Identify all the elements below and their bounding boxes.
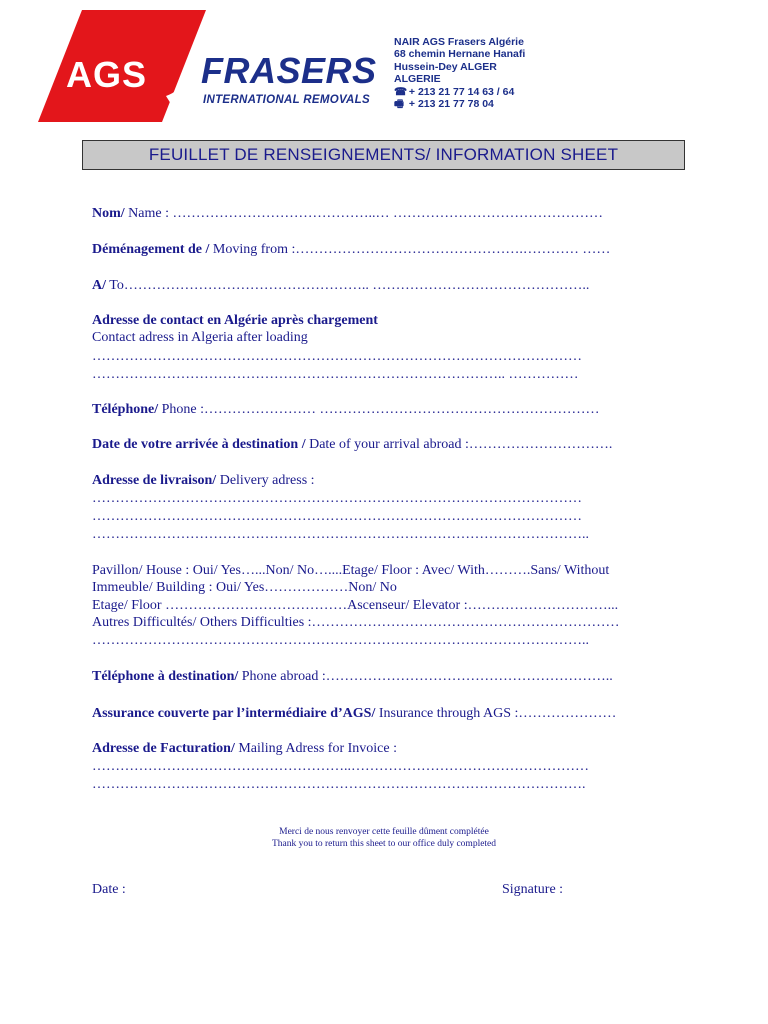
- company-logo: [38, 10, 390, 122]
- address-street: 68 chemin Hernane Hanafi: [394, 48, 526, 61]
- address-company: NAIR AGS Frasers Algérie: [394, 36, 524, 48]
- logo-ags-text: AGS: [66, 54, 148, 95]
- page-title: FEUILLET DE RENSEIGNEMENTS/ INFORMATION SHEET: [148, 145, 619, 164]
- field-arrival-date-label-en: Date of your arrival abroad :………………………….: [305, 437, 613, 452]
- logo-frasers-text: FRASERS: [201, 50, 377, 91]
- field-contact-address-subheading: Contact adress in Algeria after loading: [92, 330, 308, 345]
- logo-subtitle: INTERNATIONAL REMOVALS: [203, 94, 370, 106]
- field-phone-abroad-label-en: Phone abroad :……………………………………………………..: [238, 669, 613, 684]
- field-phone-label-en: Phone :…………………… ……………………………………………………: [158, 402, 600, 417]
- field-difficulties[interactable]: Autres Difficultés/ Others Difficulties :…………………………………………………………: [92, 615, 620, 630]
- field-difficulties-line[interactable]: ……………………………………………………………………………………………..: [92, 633, 589, 648]
- field-contact-address-line-2[interactable]: …………………………………………………………………………….. ……………: [92, 367, 579, 382]
- field-contact-address-line-1[interactable]: ……………………………………………………………………………………………: [92, 349, 582, 364]
- notice-fr: Merci de nous renvoyer cette feuille dûment complétée: [279, 827, 489, 837]
- signature-label[interactable]: Signature :: [502, 882, 564, 897]
- field-moving-from-label-fr: Déménagement de /: [92, 242, 210, 257]
- field-to-label-en: To…………………………………………….. ………………………………………..: [106, 278, 590, 293]
- field-building[interactable]: Immeuble/ Building : Oui/ Yes………………Non/ No: [92, 580, 397, 595]
- field-moving-from[interactable]: [92, 241, 610, 258]
- notice-en: Thank you to return this sheet to our office duly completed: [271, 839, 497, 849]
- field-phone-label-fr: Téléphone/: [92, 402, 159, 417]
- field-billing-address-label-en: Mailing Adress for Invoice :: [234, 741, 397, 756]
- address-country: ALGERIE: [394, 73, 441, 86]
- field-name-label-fr: Nom/: [92, 206, 125, 221]
- field-phone[interactable]: [92, 401, 600, 418]
- field-insurance-label-fr: Assurance couverte par l’intermédiaire d’AGS/: [92, 706, 376, 721]
- field-billing-address-line-1[interactable]: ………………………………………………..……………………………………………: [92, 759, 589, 774]
- address-city: Hussein-Dey ALGER: [394, 60, 497, 73]
- field-phone-abroad[interactable]: [92, 668, 613, 685]
- address-phone-line: [394, 86, 525, 98]
- field-delivery-address-line-2[interactable]: ……………………………………………………………………………………………: [92, 509, 582, 524]
- field-delivery-address-line-3[interactable]: ……………………………………………………………………………………………..: [92, 527, 589, 542]
- address-phone: + 213 21 77 14 63 / 64: [408, 85, 515, 98]
- field-billing-address: [92, 740, 397, 757]
- field-contact-address-label-fr: Adresse de contact en Algérie après chargement: [92, 313, 378, 328]
- field-delivery-address-line-1[interactable]: ……………………………………………………………………………………………: [92, 491, 582, 506]
- field-insurance-label-en: Insurance through AGS :…………………: [375, 706, 617, 721]
- field-delivery-address-label-fr: Adresse de livraison/: [92, 473, 217, 488]
- field-to[interactable]: [92, 277, 589, 294]
- field-delivery-address-label-en: Delivery adress :: [216, 473, 315, 488]
- address-fax: + 213 21 77 78 04: [408, 98, 494, 111]
- company-address: [394, 36, 525, 110]
- field-moving-from-label-en: Moving from :………………………………………….………… ……: [209, 242, 611, 257]
- field-name-label-en: Name : ……………………………………..… ………………………………………: [124, 206, 603, 221]
- field-delivery-address: [92, 472, 315, 489]
- fax-icon: 🖷: [394, 98, 404, 111]
- field-billing-address-label-fr: Adresse de Facturation/: [92, 741, 235, 756]
- field-billing-address-line-2[interactable]: …………………………………………………………………………………………….: [92, 777, 586, 792]
- field-name[interactable]: [92, 205, 603, 222]
- field-arrival-date-label-fr: Date de votre arrivée à destination /: [92, 437, 306, 452]
- title-box: [82, 140, 685, 170]
- phone-icon: ☎: [394, 85, 408, 98]
- field-insurance[interactable]: [92, 705, 616, 722]
- field-arrival-date[interactable]: [92, 436, 612, 453]
- address-fax-line: [394, 98, 525, 110]
- field-phone-abroad-label-fr: Téléphone à destination/: [92, 669, 239, 684]
- field-to-label-fr: A/: [92, 278, 106, 293]
- field-house[interactable]: Pavillon/ House : Oui/ Yes…...Non/ No…....Etage/ Floor : Avec/ With……….Sans/ Without: [92, 563, 610, 578]
- field-floor[interactable]: Etage/ Floor …………………………………Ascenseur/ Elevator :…………………………...: [92, 598, 619, 613]
- field-contact-address-heading: [92, 312, 378, 329]
- date-label[interactable]: Date :: [92, 882, 126, 897]
